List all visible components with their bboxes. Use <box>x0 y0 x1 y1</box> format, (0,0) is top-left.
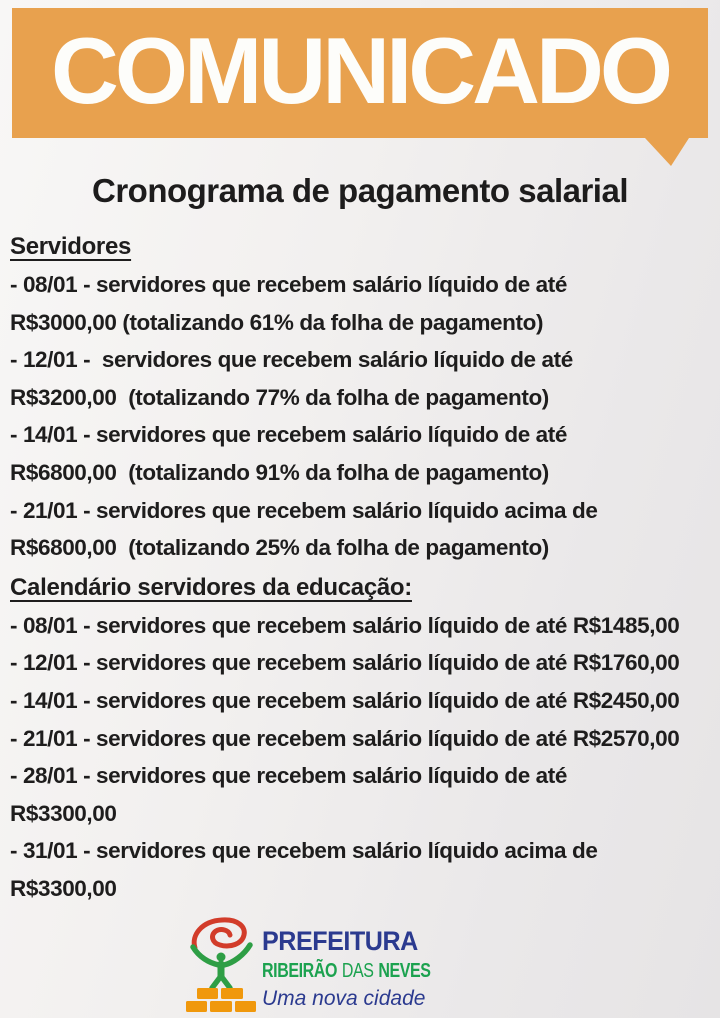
schedule-line: - 14/01 - servidores que recebem salário líquido de até <box>10 422 567 448</box>
comunicado-banner <box>12 8 708 138</box>
logo-prefeitura-text: PREFEITURA <box>262 926 418 956</box>
schedule-line: R$3300,00 <box>10 875 117 901</box>
section-heading: Servidores <box>10 233 132 260</box>
prefeitura-logo <box>186 912 473 1014</box>
logo-city-word-ribeirao: RIBEIRÃO <box>262 960 338 982</box>
schedule-line: - 08/01 - servidores que recebem salário líquido de até R$1485,00 <box>10 612 680 638</box>
section-heading: Calendário servidores da educação: <box>10 573 412 601</box>
logo-text <box>262 912 473 1012</box>
person-sun-bricks-icon <box>186 914 258 1014</box>
schedule-line: R$6800,00 (totalizando 25% da folha de pagamento) <box>10 535 549 561</box>
banner-title: COMUNICADO <box>51 18 669 123</box>
schedule-line: - 28/01 - servidores que recebem salário líquido de até <box>10 763 567 789</box>
schedule-line: - 31/01 - servidores que recebem salário líquido acima de <box>10 838 598 864</box>
sections <box>10 228 714 908</box>
schedule-line: - 08/01 - servidores que recebem salário líquido de até <box>10 272 567 297</box>
schedule-line: R$3000,00 (totalizando 61% da folha de pagamento) <box>10 309 544 335</box>
logo-city-text <box>262 958 431 984</box>
schedule-line: R$3200,00 (totalizando 77% da folha de pagamento) <box>10 384 549 410</box>
schedule-line: - 12/01 - servidores que recebem salário líquido de até R$1760,00 <box>10 650 680 676</box>
logo-city-word-neves: NEVES <box>378 960 431 982</box>
schedule-line: R$6800,00 (totalizando 91% da folha de pagamento) <box>10 459 549 485</box>
schedule-line: - 21/01 - servidores que recebem salário líquido acima de <box>10 497 598 523</box>
schedule-line: - 14/01 - servidores que recebem salário líquido de até R$2450,00 <box>10 687 680 713</box>
logo-tagline: Uma nova cidade <box>262 987 426 1010</box>
logo-city-word-das: DAS <box>341 960 374 982</box>
schedule-line: R$3300,00 <box>10 800 117 826</box>
schedule-line: - 21/01 - servidores que recebem salário líquido de até R$2570,00 <box>10 725 680 751</box>
page-title: Cronograma de pagamento salarial <box>92 172 628 209</box>
banner-speech-tail <box>645 138 689 166</box>
schedule-line: - 12/01 - servidores que recebem salário líquido de até <box>10 347 573 373</box>
